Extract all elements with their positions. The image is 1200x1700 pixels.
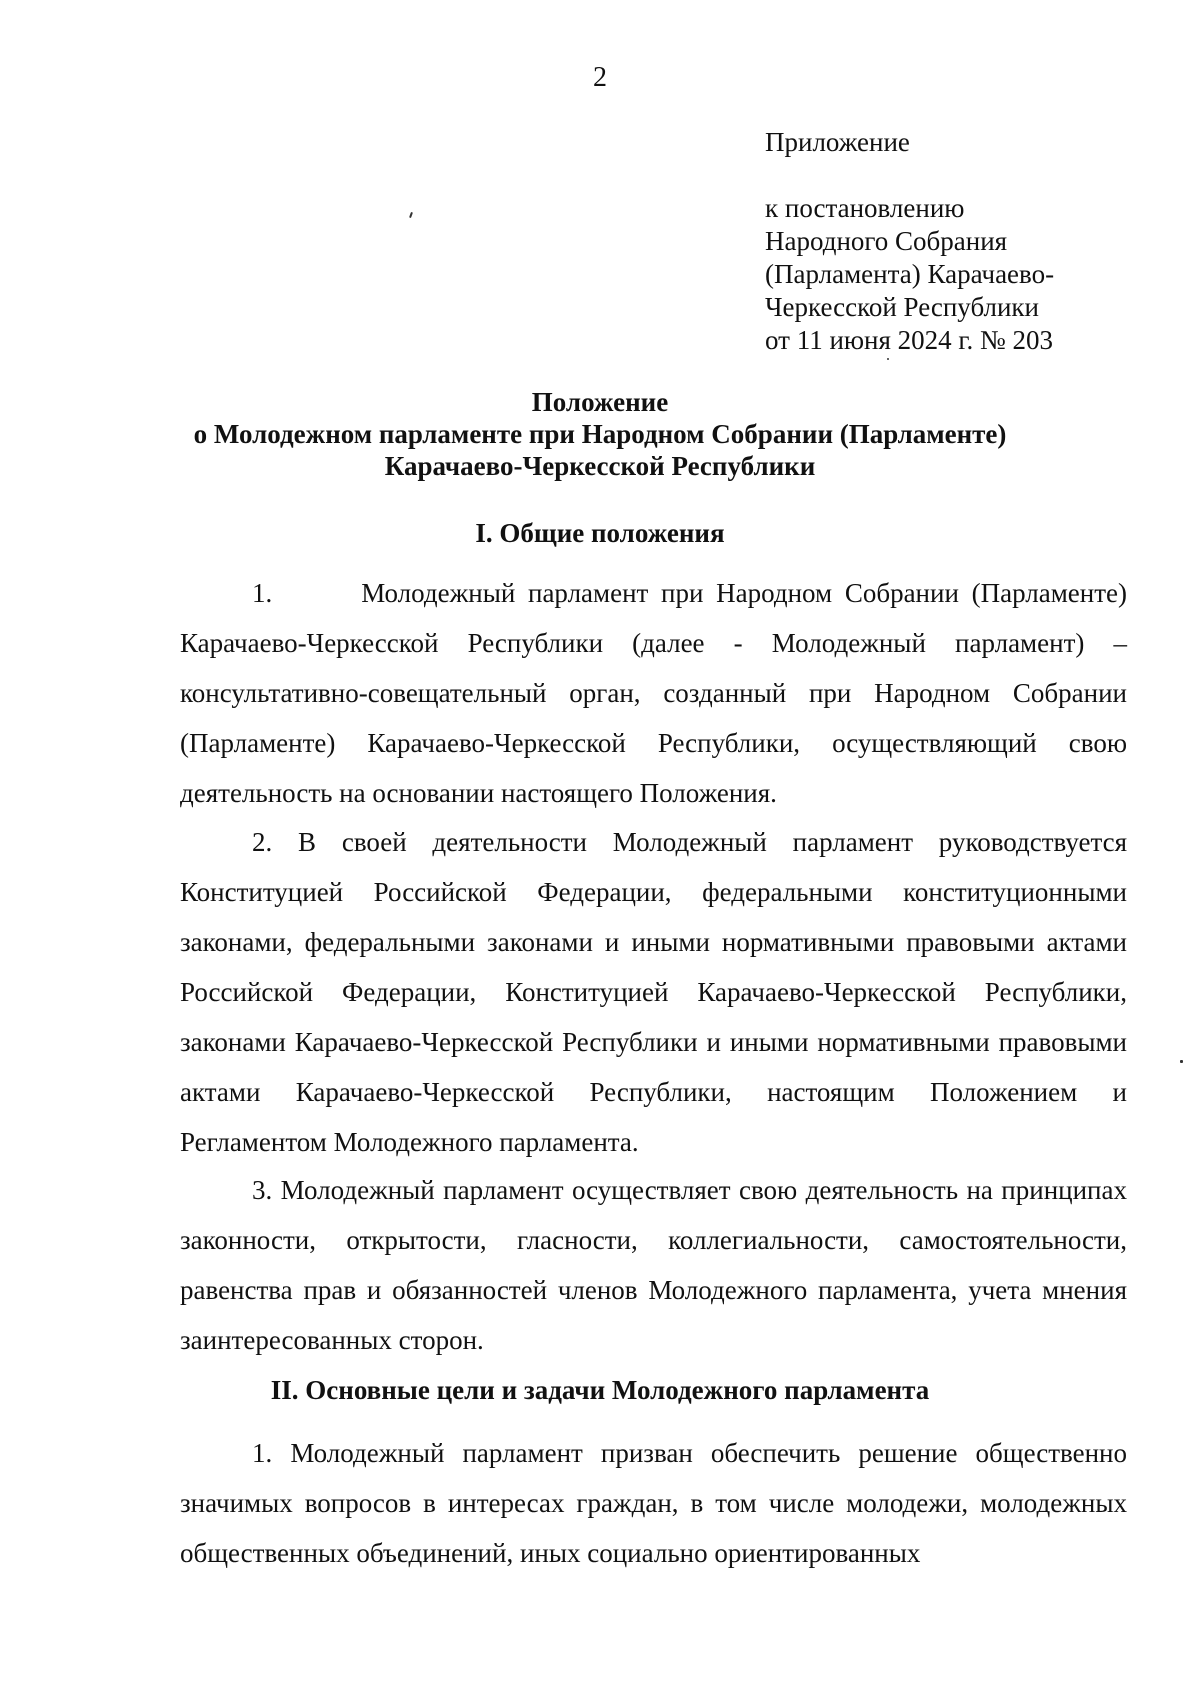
- paragraph-2-1: 1. Молодежный парламент призван обеспечить решение общественно значимых вопросов в интересах граждан, в том числе молодежи, молодежных общественных объединений, иных социально ориентированных: [180, 1438, 1127, 1568]
- paragraph-1-3: 3. Молодежный парламент осуществляет свою деятельность на принципах законности, открытости, гласности, коллегиальности, самостоятельности, равенства прав и обязанностей членов Молодежного парламента, учета мнения заинтересованных сторон.: [180, 1175, 1127, 1355]
- paragraph-1-2: 2. В своей деятельности Молодежный парламент руководствуется Конституцией Российской Федерации, федеральными конституционными законами, федеральными законами и иными нормативными правовыми актами Российской Федерации, Конституцией Карачаево-Черкесской Республики, законами Карачаево-Черкесской Республики и иными нормативными правовыми актами Карачаево-Черкесской Республики, настоящим Положением и Регламентом Молодежного парламента.: [180, 827, 1127, 1157]
- appendix-line: (Парламента) Карачаево-: [765, 259, 1055, 289]
- appendix-heading: Приложение: [765, 127, 910, 157]
- paragraph-1-1: 1. Молодежный парламент при Народном Собрании (Парламенте) Карачаево-Черкесской Республики (далее - Молодежный парламент) – консультативно-совещательный орган, созданный при Народном Собрании (Парламенте) Карачаево-Черкесской Республики, осуществляющий свою деятельность на основании настоящего Положения.: [180, 578, 1127, 808]
- title-line-2: о Молодежном парламенте при Народном Собрании (Парламенте): [193, 419, 1007, 449]
- section-1-title: I. Общие положения: [475, 518, 725, 548]
- appendix-line: к постановлению: [765, 193, 965, 223]
- scan-speck: [1180, 1060, 1183, 1063]
- document-title: [0, 386, 1200, 482]
- section-2-title: II. Основные цели и задачи Молодежного парламента: [270, 1375, 930, 1405]
- scan-speck: [887, 358, 889, 360]
- appendix-block: [765, 126, 1054, 357]
- title-line-1: Положение: [531, 387, 669, 417]
- appendix-line: Черкесской Республики: [765, 292, 1039, 322]
- title-line-3: Карачаево-Черкесской Республики: [384, 451, 816, 481]
- appendix-line: Народного Собрания: [765, 226, 1008, 256]
- appendix-line: от 11 июня 2024 г. № 203: [765, 325, 1053, 355]
- scan-speck: [409, 212, 413, 218]
- page-number: 2: [593, 62, 607, 93]
